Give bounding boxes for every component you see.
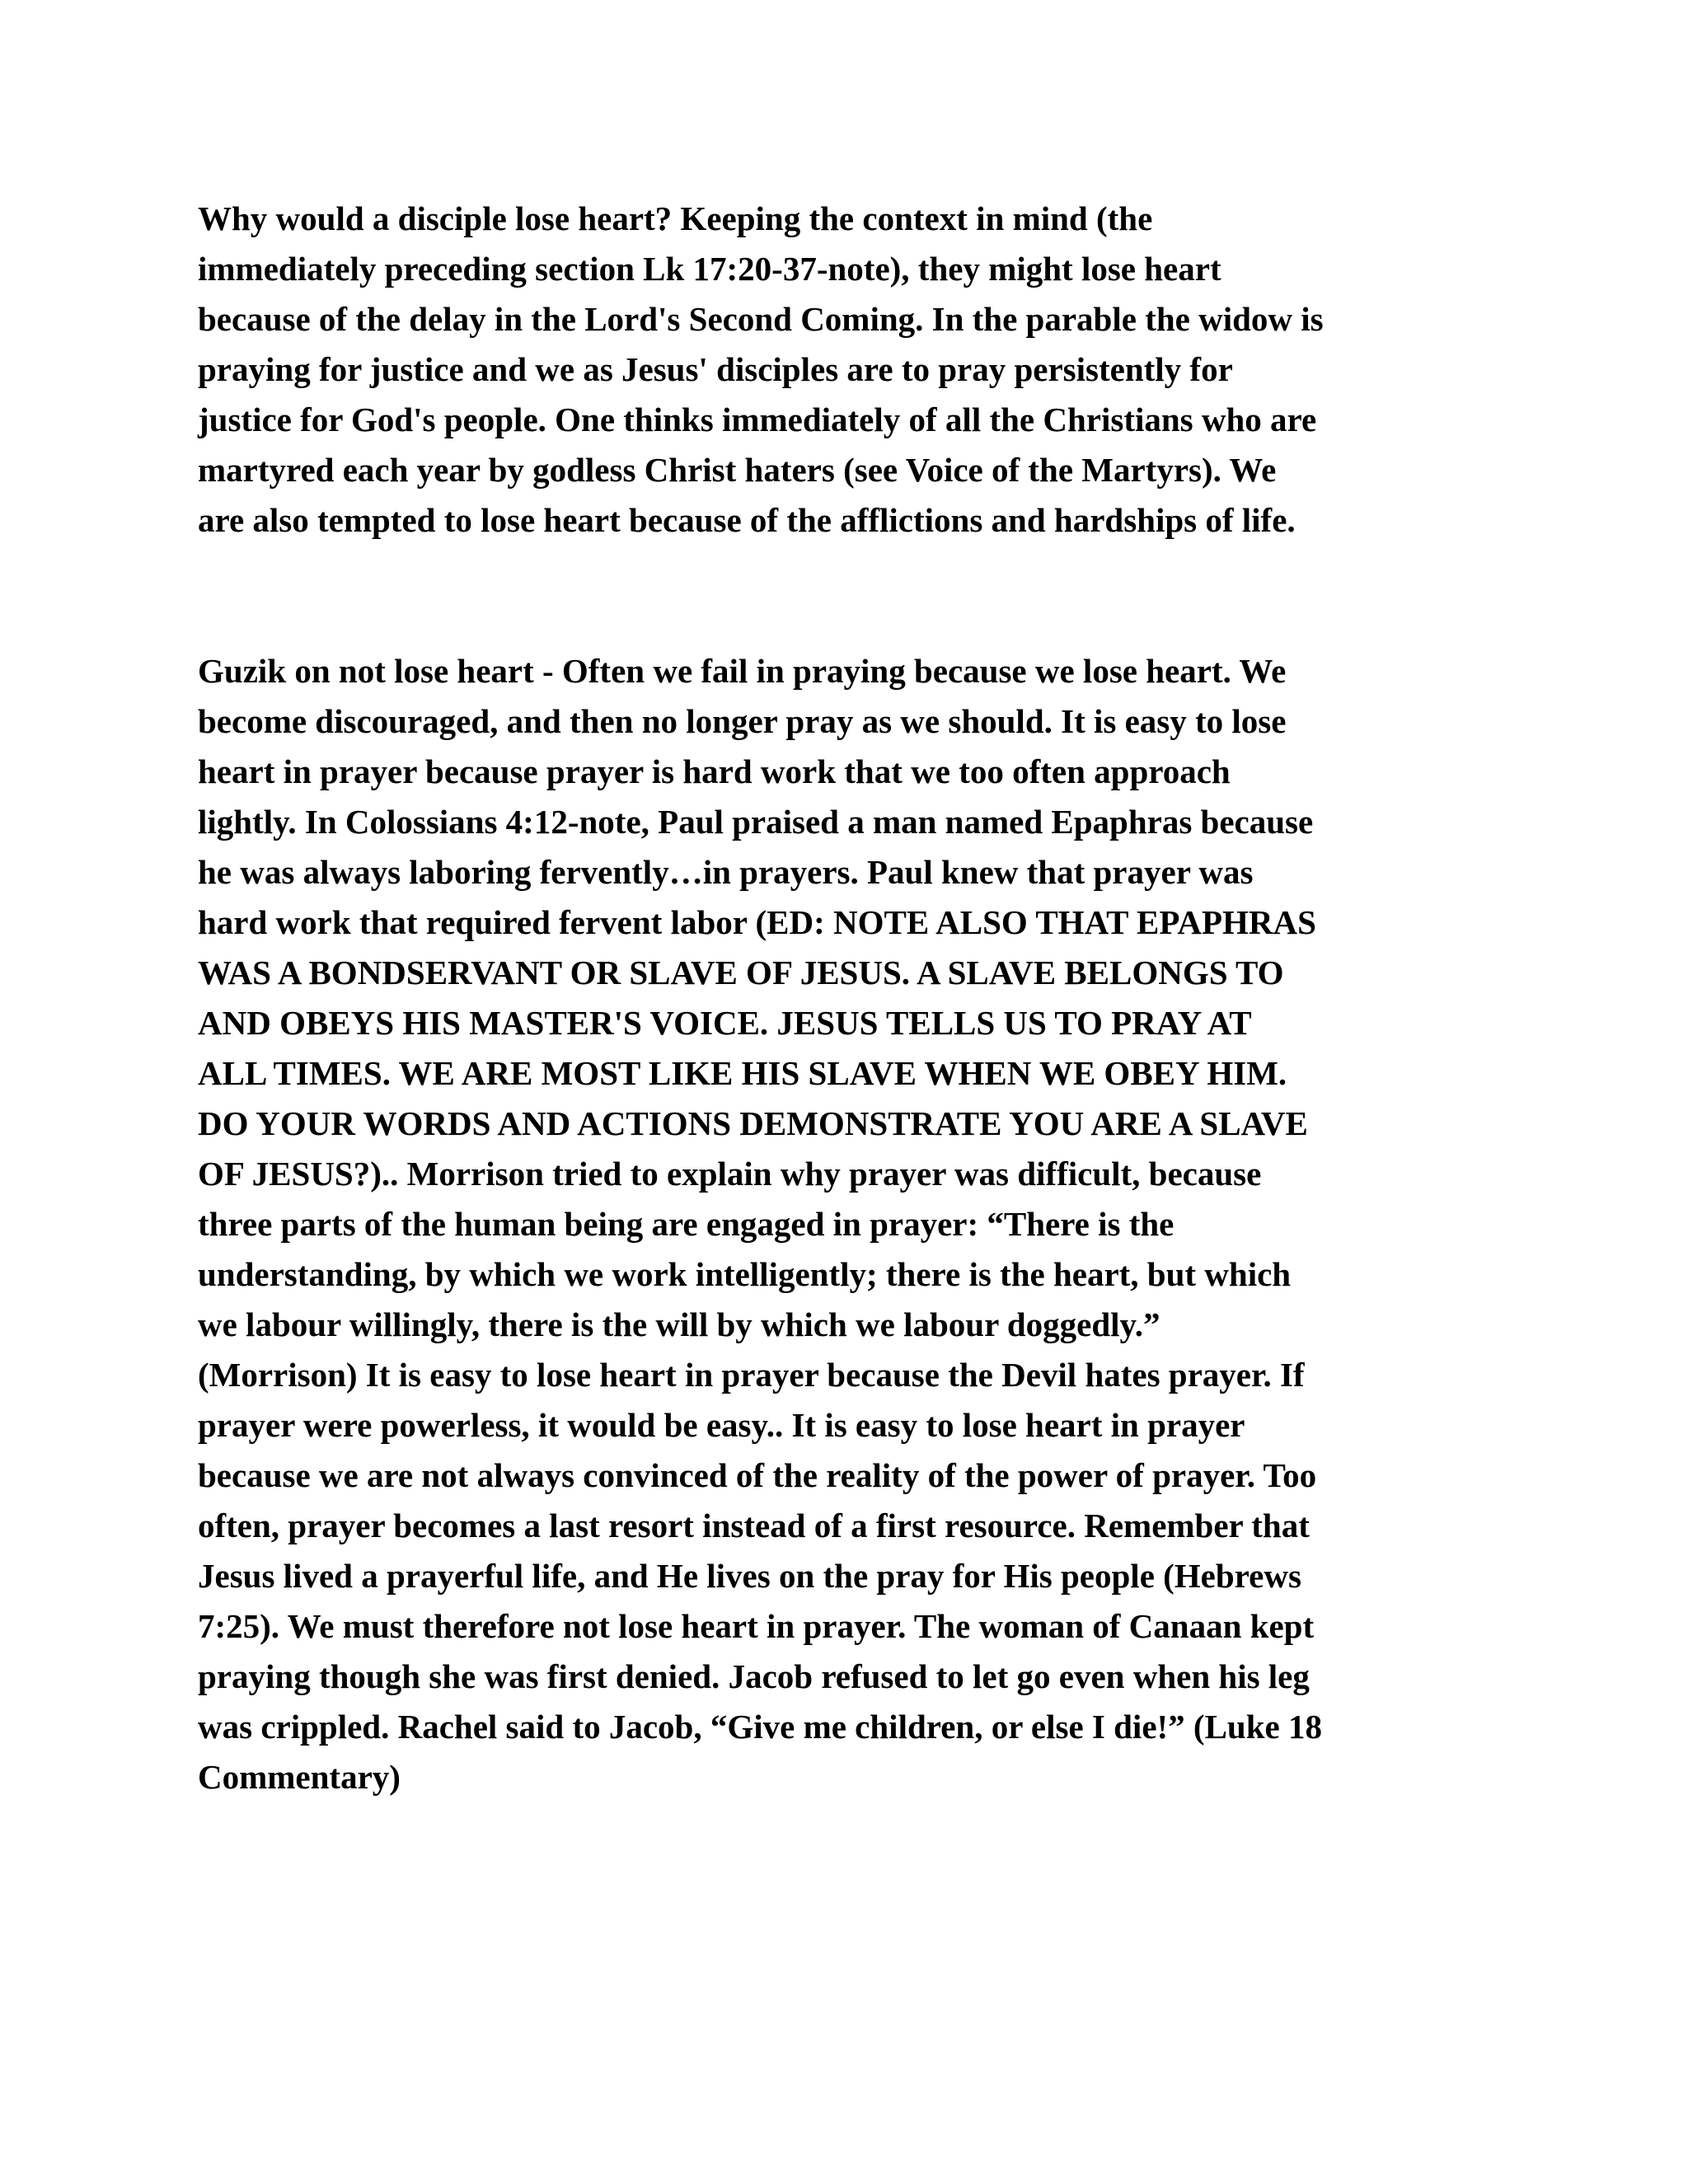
paragraph-line: DO YOUR WORDS AND ACTIONS DEMONSTRATE YOU ARE A SLAVE <box>198 1104 1308 1142</box>
paragraph-line: Commentary) <box>198 1758 401 1796</box>
paragraph-line: was crippled. Rachel said to Jacob, “Give me children, or else I die!” (Luke 18 <box>198 1708 1322 1746</box>
paragraph-line: martyred each year by godless Christ haters (see Voice of the Martyrs). We <box>198 451 1277 489</box>
paragraph-line: are also tempted to lose heart because of the afflictions and hardships of life. <box>198 501 1296 539</box>
paragraph-line: OF JESUS?).. Morrison tried to explain why prayer was difficult, because <box>198 1155 1262 1193</box>
paragraph-line: hard work that required fervent labor (ED: NOTE ALSO THAT EPAPHRAS <box>198 903 1316 941</box>
paragraph-line: heart in prayer because prayer is hard work that we too often approach <box>198 752 1231 790</box>
paragraph-line: Guzik on not lose heart - Often we fail in praying because we lose heart. We <box>198 652 1287 690</box>
paragraph-line: AND OBEYS HIS MASTER'S VOICE. JESUS TELLS US TO PRAY AT <box>198 1004 1252 1042</box>
paragraph-line: because we are not always convinced of the reality of the power of prayer. Too <box>198 1456 1317 1494</box>
paragraph-line: because of the delay in the Lord's Second Coming. In the parable the widow is <box>198 300 1324 338</box>
paragraph-guzik-commentary <box>198 646 1492 1802</box>
paragraph-line: he was always laboring fervently…in prayers. Paul knew that prayer was <box>198 853 1254 891</box>
paragraph-line: praying though she was first denied. Jacob refused to let go even when his leg <box>198 1657 1310 1695</box>
paragraph-line: understanding, by which we work intelligently; there is the heart, but which <box>198 1255 1292 1293</box>
paragraph-line: lightly. In Colossians 4:12-note, Paul praised a man named Epaphras because <box>198 803 1314 841</box>
paragraph-line: ALL TIMES. WE ARE MOST LIKE HIS SLAVE WHEN WE OBEY HIM. <box>198 1054 1287 1092</box>
paragraph-line: Why would a disciple lose heart? Keeping the context in mind (the <box>198 199 1153 237</box>
paragraph-line: Jesus lived a prayerful life, and He lives on the pray for His people (Hebrews <box>198 1557 1301 1595</box>
paragraph-line: often, prayer becomes a last resort instead of a first resource. Remember that <box>198 1507 1310 1544</box>
paragraph-lose-heart-context <box>198 194 1492 546</box>
paragraph-line: WAS A BONDSERVANT OR SLAVE OF JESUS. A SLAVE BELONGS TO <box>198 954 1284 991</box>
paragraph-line: we labour willingly, there is the will by which we labour doggedly.” <box>198 1305 1160 1343</box>
paragraph-line: become discouraged, and then no longer pray as we should. It is easy to lose <box>198 702 1287 740</box>
paragraph-line: prayer were powerless, it would be easy.. It is easy to lose heart in prayer <box>198 1406 1245 1444</box>
paragraph-line: 7:25). We must therefore not lose heart in prayer. The woman of Canaan kept <box>198 1607 1315 1645</box>
paragraph-line: praying for justice and we as Jesus' disciples are to pray persistently for <box>198 350 1233 388</box>
paragraph-line: justice for God's people. One thinks immediately of all the Christians who are <box>198 401 1317 438</box>
paragraph-line: (Morrison) It is easy to lose heart in prayer because the Devil hates prayer. If <box>198 1356 1305 1394</box>
paragraph-line: three parts of the human being are engaged in prayer: “There is the <box>198 1205 1175 1243</box>
paragraph-line: immediately preceding section Lk 17:20-37-note), they might lose heart <box>198 250 1221 288</box>
